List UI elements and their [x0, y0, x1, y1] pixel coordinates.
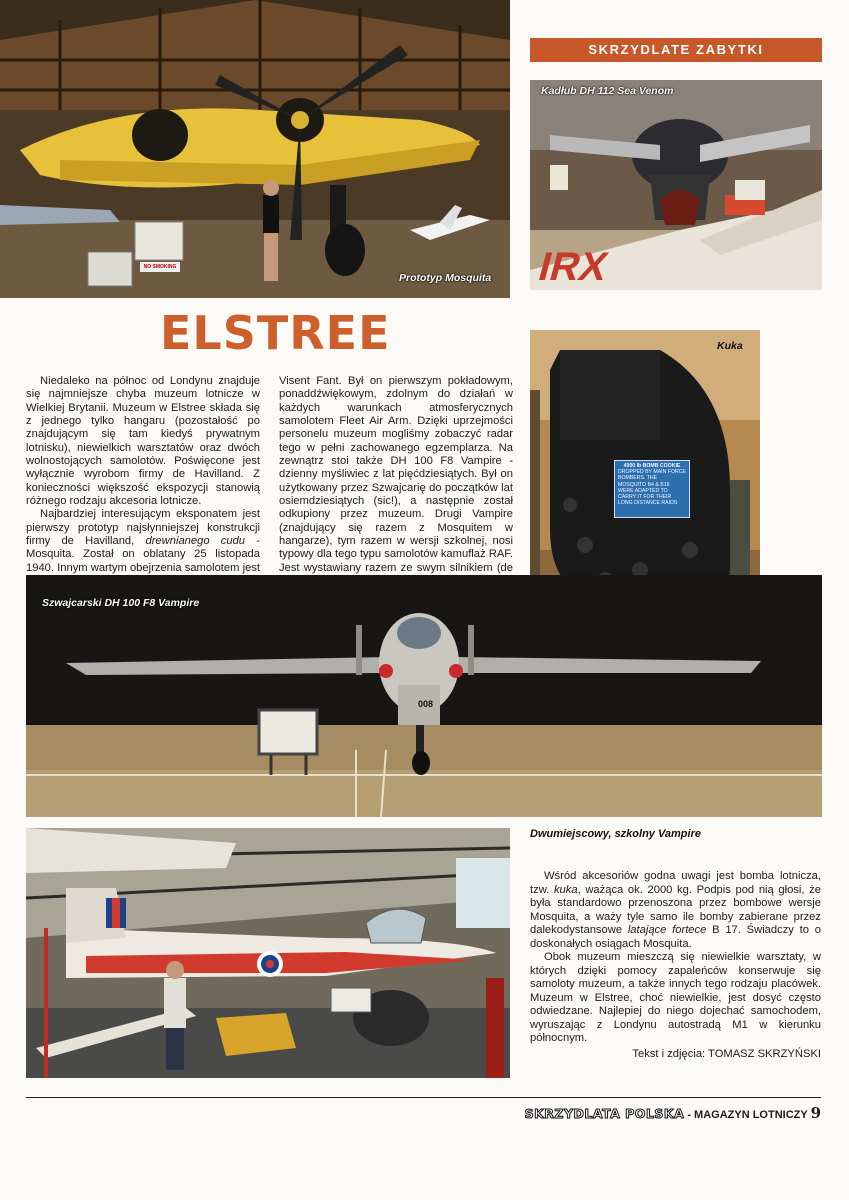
page-number: 9: [810, 1104, 821, 1122]
article-paragraph: Niedaleko na północ od Londynu znajduje się najmniejsze chyba muzeum lotnicze w Wielkiej Brytanii. Muzeum w Elstree składa się z jednego tylko hangaru (pozostałość po znajdującym się tam kiedyś prywatnym lotnisku), niewielkich warsztatów oraz dwóch wolnostojących samolotów. Poświęcone jest wyłącznie wyrobom firmy de Havilland. Z konieczności większość ekspozycji stanowią różnego rodzaju akcesoria lotnicze.: [26, 375, 260, 508]
caption-kuka: Kuka: [717, 340, 743, 352]
footer-divider: [26, 1097, 821, 1098]
article-column-3: [530, 870, 821, 1061]
article-column-2: [279, 375, 513, 589]
photo-sea-venom: [530, 80, 822, 290]
caption-mosquito: Prototyp Mosquita: [399, 272, 492, 284]
article-paragraph: Obok muzeum mieszczą się niewielkie warsztaty, w których dzięki pomocy zapaleńców konserwuje się samoloty muzeum, a także innych tego rodzaju placówek. Muzeum w Elstree, choć niewielkie, jest dosyć często odwiedzane. Najlepiej do niego dojechać samochodem, wyruszając z Londynu autostradą M1 w kierunku północnym.: [530, 951, 821, 1044]
bomb-plate-text: DROPPED BY MAIN FORCE BOMBERS. THE MOSQUITO B4 & B16 WERE ADAPTED TO CARRY IT FOR THEIR LONG DISTANCE RAIDS: [618, 469, 686, 507]
article-paragraph: Visent Fant. Był on pierwszym pokładowym, ponaddźwiękowym, zdolnym do działań w każdych warunkach atmosferycznych samolotem Fleet Air Arm. Dzięki uprzejmości personelu muzeum mogliśmy zobaczyć radar tego w pełni zachowanego egzemplarza. Na zewnątrz stoi także DH 100 F8 Vampire - dzienny myśliwiec z lat pięćdziesiątych. Był on użytkowany przez Szwajcarię do początków lat osiemdziesiątych (sic!), a następnie został odkupiony przez muzeum. Drugi Vampire (znajdujący się razem z Mosquitem w hangarze), tym razem w wersji szkolnej, nosi typowy dla tego typu samolotów kamuflaż RAF. Jest wystawiany razem ze swym silnikiem (de: [279, 375, 513, 574]
bomb-plate-title: 4000 lb BOMB COOKIE: [623, 463, 681, 469]
magazine-subtitle: - MAGAZYN LOTNICZY: [684, 1109, 811, 1121]
article-paragraph: Najbardziej interesującym eksponatem jest pierwszy prototyp najsłynniejszej konstrukcji firmy de Havilland, drewnianego cudu - Mosquita. Został on oblatany 25 listopada 1940. Innym wartym obejrzenia samolotem jest: [26, 508, 260, 574]
photo-vampire-f8: [26, 575, 822, 817]
photo-mosquito-prototype: [0, 0, 510, 298]
page-footer: [525, 1104, 821, 1122]
bomb-info-plate: [614, 460, 690, 518]
aircraft-number: 008: [418, 699, 434, 709]
section-tag: SKRZYDLATE ZABYTKI: [530, 38, 822, 62]
article-paragraph: Wśród akcesoriów godna uwagi jest bomba lotnicza, tzw. kuka, ważąca ok. 2000 kg. Podpis pod nią głosi, że była standardowo przenoszona przez bombowe wersje Mosquita, a waży tyle samo ile bomby zabierane przez dalekodystansowe latające fortece B 17. Świadczy to o doskonałych osiągach Mosquita.: [530, 870, 821, 950]
article-column-1: [26, 375, 260, 589]
no-smoking-sign: NO SMOKING: [143, 264, 177, 270]
caption-vampire-f8: Szwajcarski DH 100 F8 Vampire: [42, 597, 200, 609]
caption-sea-venom: Kadłub DH 112 Sea Venom: [541, 85, 674, 97]
article-headline: ELSTREE: [160, 306, 391, 360]
photo-vampire-trainer: [26, 828, 510, 1078]
article-credit: Tekst i zdjęcia: TOMASZ SKRZYŃSKI: [632, 1047, 821, 1060]
svg-text:IRX: IRX: [534, 243, 613, 289]
caption-vampire-trainer: Dwumiejscowy, szkolny Vampire: [530, 828, 701, 840]
magazine-logo: SKRZYDLATA POLSKA: [524, 1106, 685, 1121]
